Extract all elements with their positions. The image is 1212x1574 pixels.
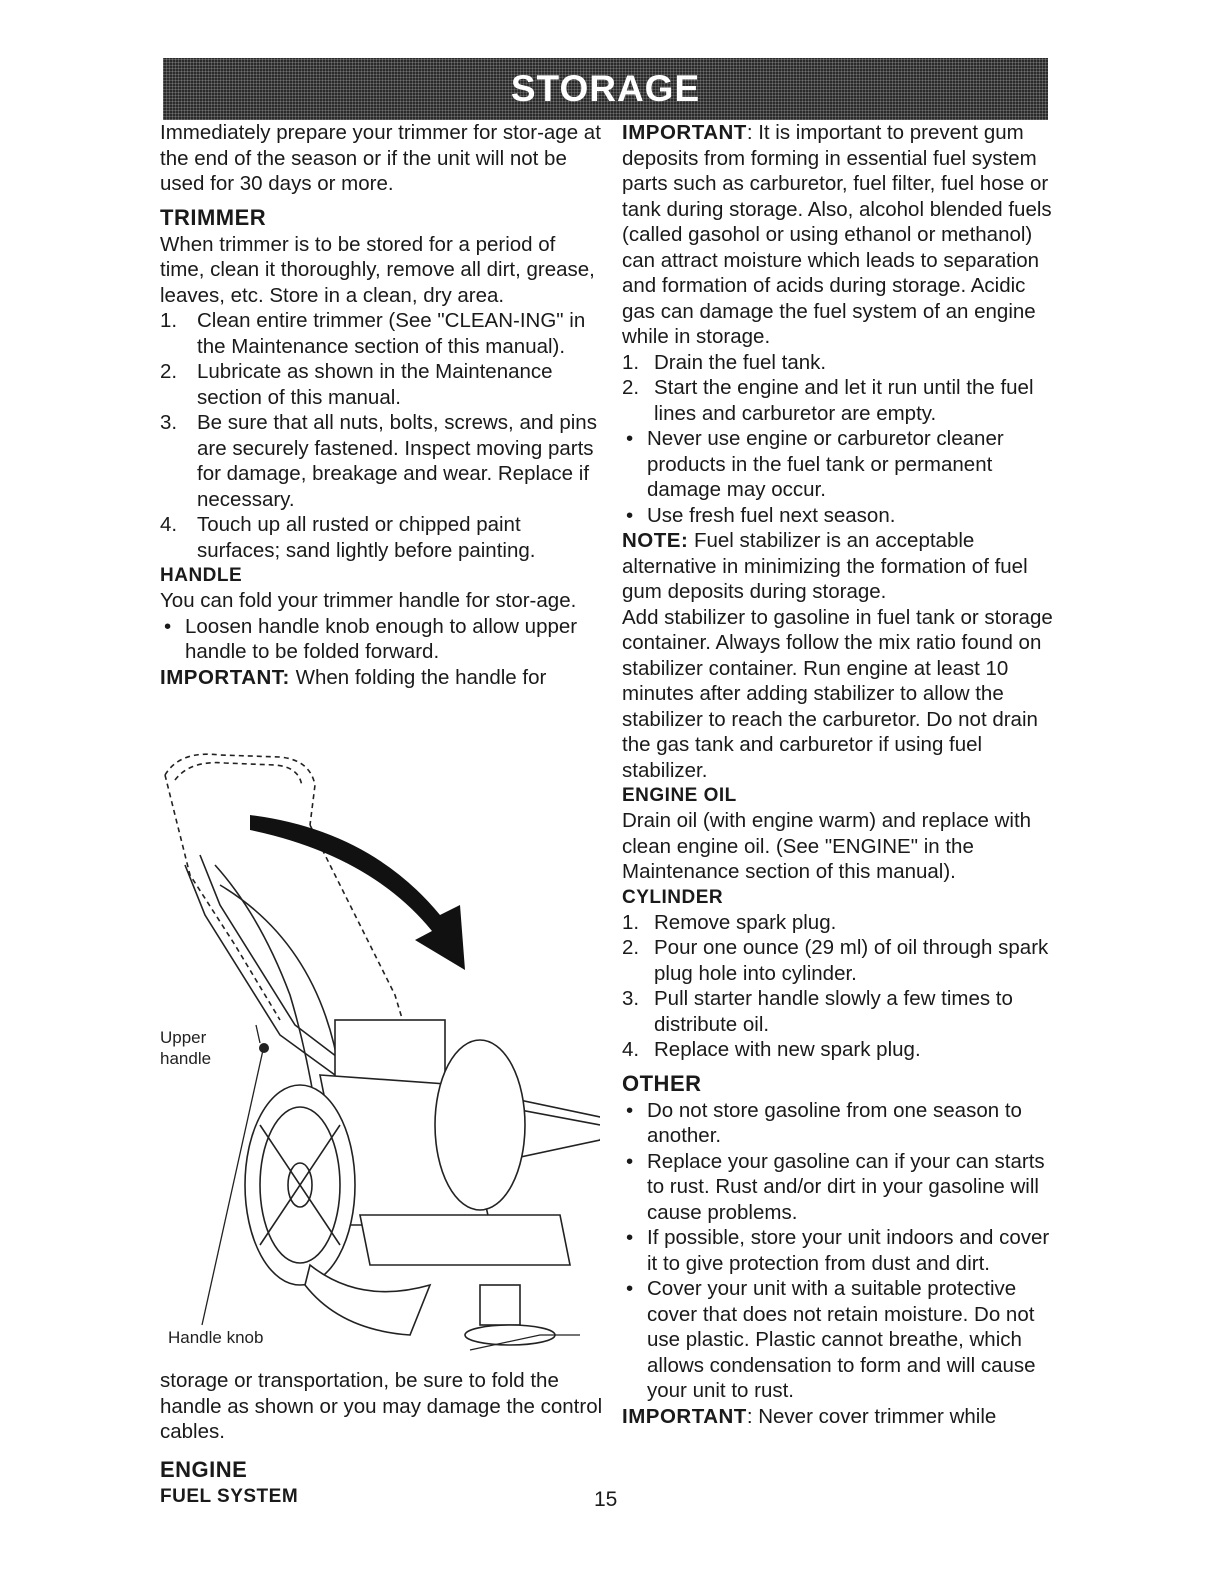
trimmer-illustration: [160, 745, 600, 1365]
other-bullet: • Replace your gasoline can if your can starts to rust. Rust and/or dirt in your gasoline will cause problems.: [626, 1149, 1045, 1224]
fold-arrow-icon: [250, 815, 465, 970]
engine-oil-heading: ENGINE OIL: [622, 785, 737, 806]
other-heading: OTHER: [622, 1070, 702, 1096]
important-cover-paragraph: IMPORTANT: Never cover trimmer while: [622, 1404, 997, 1428]
right-column: [622, 120, 1057, 1429]
important-handle-paragraph: IMPORTANT: When folding the handle for: [160, 665, 547, 689]
other-bullet: • If possible, store your unit indoors and cover it to give protection from dust and dirt.: [626, 1226, 1050, 1275]
cylinder-heading: CYLINDER: [622, 886, 724, 908]
handle-bullet: • Loosen handle knob enough to allow upper handle to be folded forward.: [164, 614, 578, 663]
cylinder-step: 4. Replace with new spark plug.: [622, 1038, 921, 1061]
left-column-bottom: [160, 1368, 605, 1509]
fuel-bullet: • Use fresh fuel next season.: [626, 503, 896, 527]
fuel-step: 1. Drain the fuel tank.: [622, 350, 827, 374]
intro-paragraph: Immediately prepare your trimmer for stor-age at the end of the season or if the unit will not be used for 30 days or more.: [160, 121, 601, 195]
cylinder-step: 3. Pull starter handle slowly a few times to distribute oil.: [622, 987, 1013, 1036]
folded-handle-figure: [160, 745, 600, 1365]
trimmer-step: 4. Touch up all rusted or chipped paint surfaces; sand lightly before painting.: [160, 513, 536, 562]
trimmer-paragraph: When trimmer is to be stored for a period of time, clean it thoroughly, remove all dirt, grease, leaves, etc. Store in a clean, dry area.: [160, 232, 595, 307]
other-bullet: • Cover your unit with a suitable protective cover that does not retain moisture. Do not use plastic. Plastic cannot breathe, which allows condensation to form and will cause your unit to rust.: [626, 1277, 1036, 1402]
handle-knob-icon: [259, 1043, 269, 1053]
fuel-bullet: • Never use engine or carburetor cleaner products in the fuel tank or permanent damage may occur.: [626, 427, 1004, 501]
handle-knob-label: Handle knob: [168, 1328, 264, 1347]
other-bullet: • Do not store gasoline from one season to another.: [626, 1098, 1022, 1147]
engine-heading: ENGINE: [160, 1456, 248, 1482]
handle-heading: HANDLE: [160, 565, 243, 586]
trimmer-step: 1. Clean entire trimmer (See "CLEAN-ING" in the Maintenance section of this manual).: [160, 309, 586, 358]
page-number: 15: [594, 1488, 618, 1511]
note-paragraph: NOTE: Fuel stabilizer is an acceptable alternative in minimizing the formation of fuel gum deposits during storage.: [622, 529, 1028, 603]
cylinder-step: 1. Remove spark plug.: [622, 910, 837, 934]
upper-handle-label: Upper handle: [160, 1028, 212, 1068]
trimmer-step: 2. Lubricate as shown in the Maintenance section of this manual.: [160, 360, 553, 409]
storage-banner: [163, 58, 1048, 120]
fuel-system-heading: FUEL SYSTEM: [160, 1485, 299, 1507]
stabilizer-paragraph: Add stabilizer to gasoline in fuel tank or storage container. Always follow the mix ratio found on stabilizer container. Run engine at least 10 minutes after adding stabilizer to allow the stabilizer to reach the carburetor. Do not drain the gas tank and carburetor if using fuel stabilizer.: [622, 605, 1053, 782]
trimmer-heading: TRIMMER: [160, 204, 267, 230]
important-fuel-paragraph: IMPORTANT: It is important to prevent gum deposits from forming in essential fuel system parts such as carburetor, fuel filter, fuel hose or tank during storage. Also, alcohol blended fuels (called gasohol or using ethanol or methanol) can attract moisture which leads to separation and formation of acids during storage. Acidic gas can damage the fuel system of an engine while in storage.: [622, 121, 1052, 348]
page-title: STORAGE: [510, 68, 701, 109]
handle-paragraph: You can fold your trimmer handle for stor-age.: [160, 589, 577, 612]
left-column-top: [160, 120, 605, 690]
trimmer-step: 3. Be sure that all nuts, bolts, screws, and pins are securely fastened. Inspect moving parts for damage, breakage and wear. Replace if necessary.: [160, 411, 597, 511]
continued-paragraph: storage or transportation, be sure to fold the handle as shown or you may damage the control cables.: [160, 1369, 603, 1443]
cylinder-step: 2. Pour one ounce (29 ml) of oil through spark plug hole into cylinder.: [622, 936, 1049, 985]
fuel-step: 2. Start the engine and let it run until the fuel lines and carburetor are empty.: [622, 376, 1034, 425]
engine-oil-paragraph: Drain oil (with engine warm) and replace with clean engine oil. (See "ENGINE" in the Maintenance section of this manual).: [622, 809, 1032, 883]
